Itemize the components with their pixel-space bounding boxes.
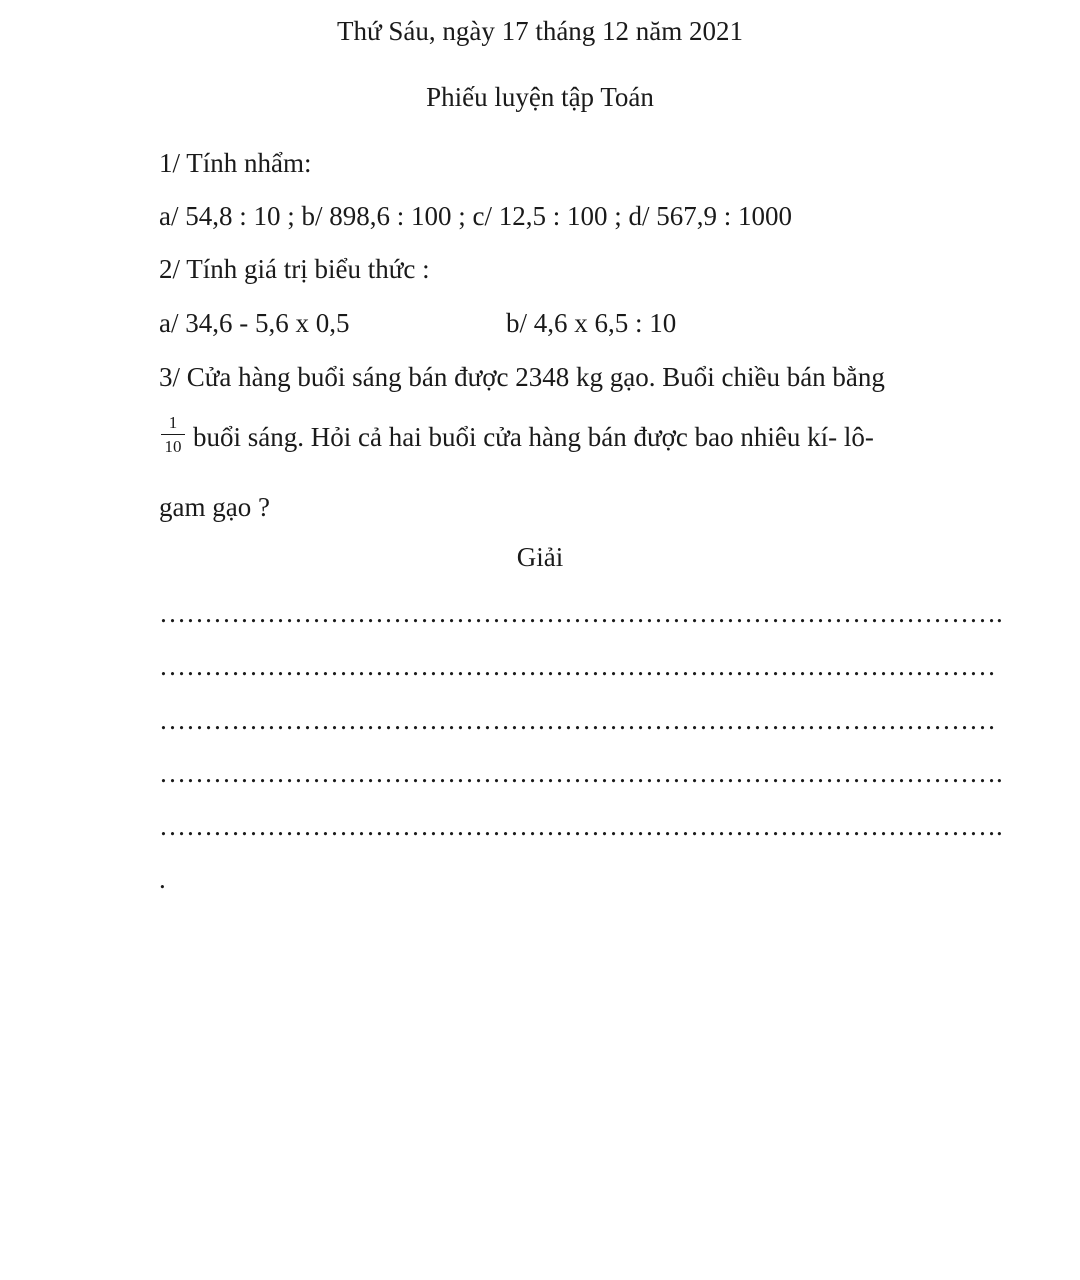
fraction-denominator: 10 <box>164 437 182 456</box>
question-2-heading: 2/ Tính giá trị biểu thức : <box>159 254 430 284</box>
fraction-numerator: 1 <box>168 413 178 432</box>
answer-line: …………………………………………………………………………………. <box>159 811 1003 841</box>
question-3-line-2: buổi sáng. Hỏi cả hai buổi cửa hàng bán được bao nhiêu kí- lô- <box>193 422 874 452</box>
question-2-item-b: b/ 4,6 x 6,5 : 10 <box>506 308 677 338</box>
fraction-one-tenth <box>160 414 186 455</box>
answer-line-end: . <box>159 864 166 894</box>
date-line: Thứ Sáu, ngày 17 tháng 12 năm 2021 <box>336 16 744 46</box>
answer-line: …………………………………………………………………………………. <box>159 598 1003 628</box>
answer-line: ………………………………………………………………………………… <box>159 651 996 681</box>
fraction-bar <box>161 434 185 435</box>
solution-heading: Giải <box>516 542 564 572</box>
question-1-items: a/ 54,8 : 10 ; b/ 898,6 : 100 ; c/ 12,5 : 100 ; d/ 567,9 : 1000 <box>159 201 792 231</box>
worksheet-title: Phiếu luyện tập Toán <box>426 82 654 112</box>
question-3-line-3: gam gạo ? <box>159 492 270 522</box>
question-1-heading: 1/ Tính nhẩm: <box>159 148 312 178</box>
question-3-line-1: 3/ Cửa hàng buổi sáng bán được 2348 kg gạo. Buổi chiều bán bằng <box>159 362 885 392</box>
answer-line: ………………………………………………………………………………… <box>159 705 996 735</box>
answer-line: …………………………………………………………………………………. <box>159 758 1003 788</box>
question-2-item-a: a/ 34,6 - 5,6 x 0,5 <box>159 308 350 338</box>
